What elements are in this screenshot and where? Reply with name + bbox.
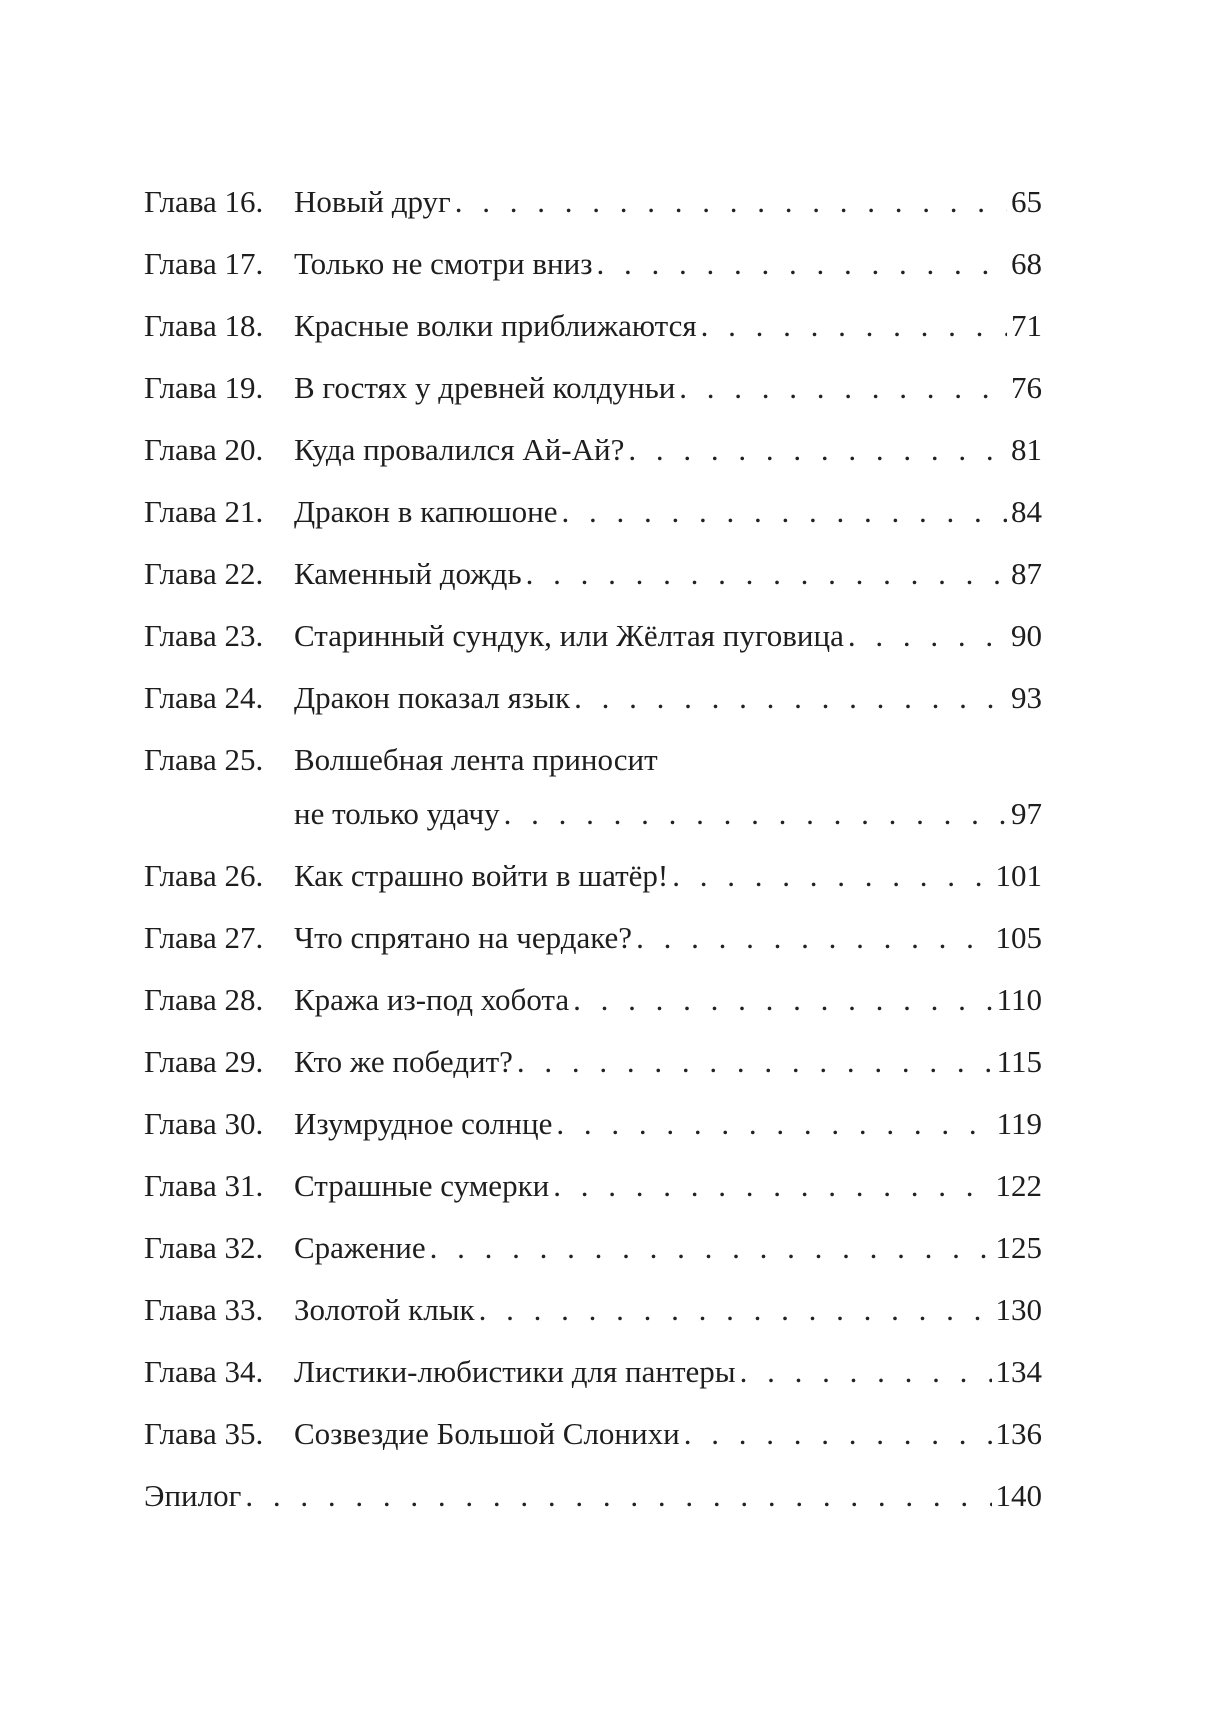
toc-entry: [144, 233, 1042, 295]
chapter-title: Старинный сундук, или Жёлтая пуговица: [294, 618, 844, 653]
chapter-number: Глава 28.: [144, 982, 264, 1017]
dot-leader: [573, 969, 993, 1031]
chapter-number: Глава 32.: [144, 1230, 264, 1265]
page-number: 90: [1011, 618, 1042, 653]
dot-leader: [430, 1217, 992, 1279]
page-number: 101: [995, 858, 1042, 893]
page-number: 110: [996, 982, 1042, 1017]
page-number: 84: [1011, 494, 1042, 529]
toc-entry: [144, 667, 1042, 729]
page-number: 76: [1011, 370, 1042, 405]
chapter-number: Глава 31.: [144, 1168, 264, 1203]
page-number: 134: [995, 1354, 1042, 1389]
page-number: 105: [995, 920, 1042, 955]
chapter-number: Глава 16.: [144, 184, 264, 219]
page-number: 65: [1011, 184, 1042, 219]
chapter-number: Глава 18.: [144, 308, 264, 343]
chapter-title: Изумрудное солнце: [294, 1106, 553, 1141]
page-number: 93: [1011, 680, 1042, 715]
chapter-title: Кража из-под хобота: [294, 982, 570, 1017]
dot-leader: [684, 1403, 992, 1465]
toc-entry: [144, 419, 1042, 481]
toc-entry: [144, 357, 1042, 419]
chapter-number: Глава 24.: [144, 680, 264, 715]
chapter-number: Глава 30.: [144, 1106, 264, 1141]
toc-entry-epilogue: [144, 1465, 1042, 1527]
chapter-title: В гостях у древней колдуньи: [294, 370, 676, 405]
dot-leader: [455, 171, 1007, 233]
epilogue-label: Эпилог: [144, 1478, 242, 1513]
toc-entry: [144, 1093, 1042, 1155]
toc-entry: [144, 907, 1042, 969]
chapter-title: Созвездие Большой Слонихи: [294, 1416, 680, 1451]
page-number: 71: [1011, 308, 1042, 343]
dot-leader: [562, 481, 1007, 543]
chapter-title: Каменный дождь: [294, 556, 522, 591]
chapter-title-continued: не только удачу: [294, 796, 500, 831]
page-number: 68: [1011, 246, 1042, 281]
page-number: 87: [1011, 556, 1042, 591]
toc-entry: [144, 1155, 1042, 1217]
toc-entry: [144, 295, 1042, 357]
chapter-title: Волшебная лента приносит: [294, 742, 658, 777]
page-number: 125: [995, 1230, 1042, 1265]
dot-leader: [504, 783, 1007, 845]
chapter-number: Глава 23.: [144, 618, 264, 653]
dot-leader: [740, 1341, 992, 1403]
toc-entry: [144, 605, 1042, 667]
chapter-number: Глава 34.: [144, 1354, 264, 1389]
page-number: 81: [1011, 432, 1042, 467]
chapter-title: Кто же победит?: [294, 1044, 513, 1079]
toc-entry: [144, 969, 1042, 1031]
chapter-number: Глава 22.: [144, 556, 264, 591]
toc-entry: [144, 543, 1042, 605]
chapter-title: Куда провалился Ай-Ай?: [294, 432, 625, 467]
chapter-number: Глава 17.: [144, 246, 264, 281]
dot-leader: [553, 1155, 991, 1217]
dot-leader: [574, 667, 1007, 729]
page-number: 97: [1011, 796, 1042, 831]
dot-leader: [517, 1031, 993, 1093]
chapter-title: Сражение: [294, 1230, 426, 1265]
toc-entry: [144, 171, 1042, 233]
table-of-contents: [144, 171, 1042, 1527]
dot-leader: [245, 1465, 991, 1527]
page-number: 115: [996, 1044, 1042, 1079]
toc-entry: [144, 1031, 1042, 1093]
dot-leader: [556, 1093, 992, 1155]
toc-entry: [144, 1341, 1042, 1403]
dot-leader: [848, 605, 1007, 667]
chapter-number: Глава 27.: [144, 920, 264, 955]
dot-leader: [636, 907, 991, 969]
dot-leader: [679, 357, 1007, 419]
dot-leader: [526, 543, 1007, 605]
chapter-number: Глава 33.: [144, 1292, 264, 1327]
chapter-number: Глава 21.: [144, 494, 264, 529]
toc-entry: [144, 845, 1042, 907]
toc-entry: [144, 1279, 1042, 1341]
dot-leader: [701, 295, 1007, 357]
chapter-title: Новый друг: [294, 184, 451, 219]
dot-leader: [672, 845, 991, 907]
chapter-number: Глава 25.: [144, 742, 264, 777]
toc-entry: [144, 729, 1042, 783]
toc-entry: [144, 1217, 1042, 1279]
chapter-number: Глава 26.: [144, 858, 264, 893]
chapter-title: Как страшно войти в шатёр!: [294, 858, 669, 893]
chapter-number: Глава 20.: [144, 432, 264, 467]
chapter-title: Страшные сумерки: [294, 1168, 550, 1203]
toc-entry: [144, 481, 1042, 543]
chapter-title: Только не смотри вниз: [294, 246, 593, 281]
chapter-title: Листики-любистики для пантеры: [294, 1354, 736, 1389]
chapter-title: Дракон показал язык: [294, 680, 571, 715]
chapter-title: Что спрятано на чердаке?: [294, 920, 633, 955]
chapter-number: Глава 35.: [144, 1416, 264, 1451]
chapter-title: Красные волки приближаются: [294, 308, 697, 343]
page-number: 119: [996, 1106, 1042, 1141]
dot-leader: [596, 233, 1007, 295]
chapter-title: Дракон в капюшоне: [294, 494, 558, 529]
dot-leader: [628, 419, 1007, 481]
dot-leader: [479, 1279, 992, 1341]
page-number: 130: [995, 1292, 1042, 1327]
chapter-number: Глава 19.: [144, 370, 264, 405]
toc-entry: [144, 1403, 1042, 1465]
page-number: 140: [995, 1478, 1042, 1513]
page-number: 136: [995, 1416, 1042, 1451]
chapter-title: Золотой клык: [294, 1292, 475, 1327]
chapter-number: Глава 29.: [144, 1044, 264, 1079]
page-number: 122: [995, 1168, 1042, 1203]
toc-entry-continuation: [144, 783, 1042, 845]
